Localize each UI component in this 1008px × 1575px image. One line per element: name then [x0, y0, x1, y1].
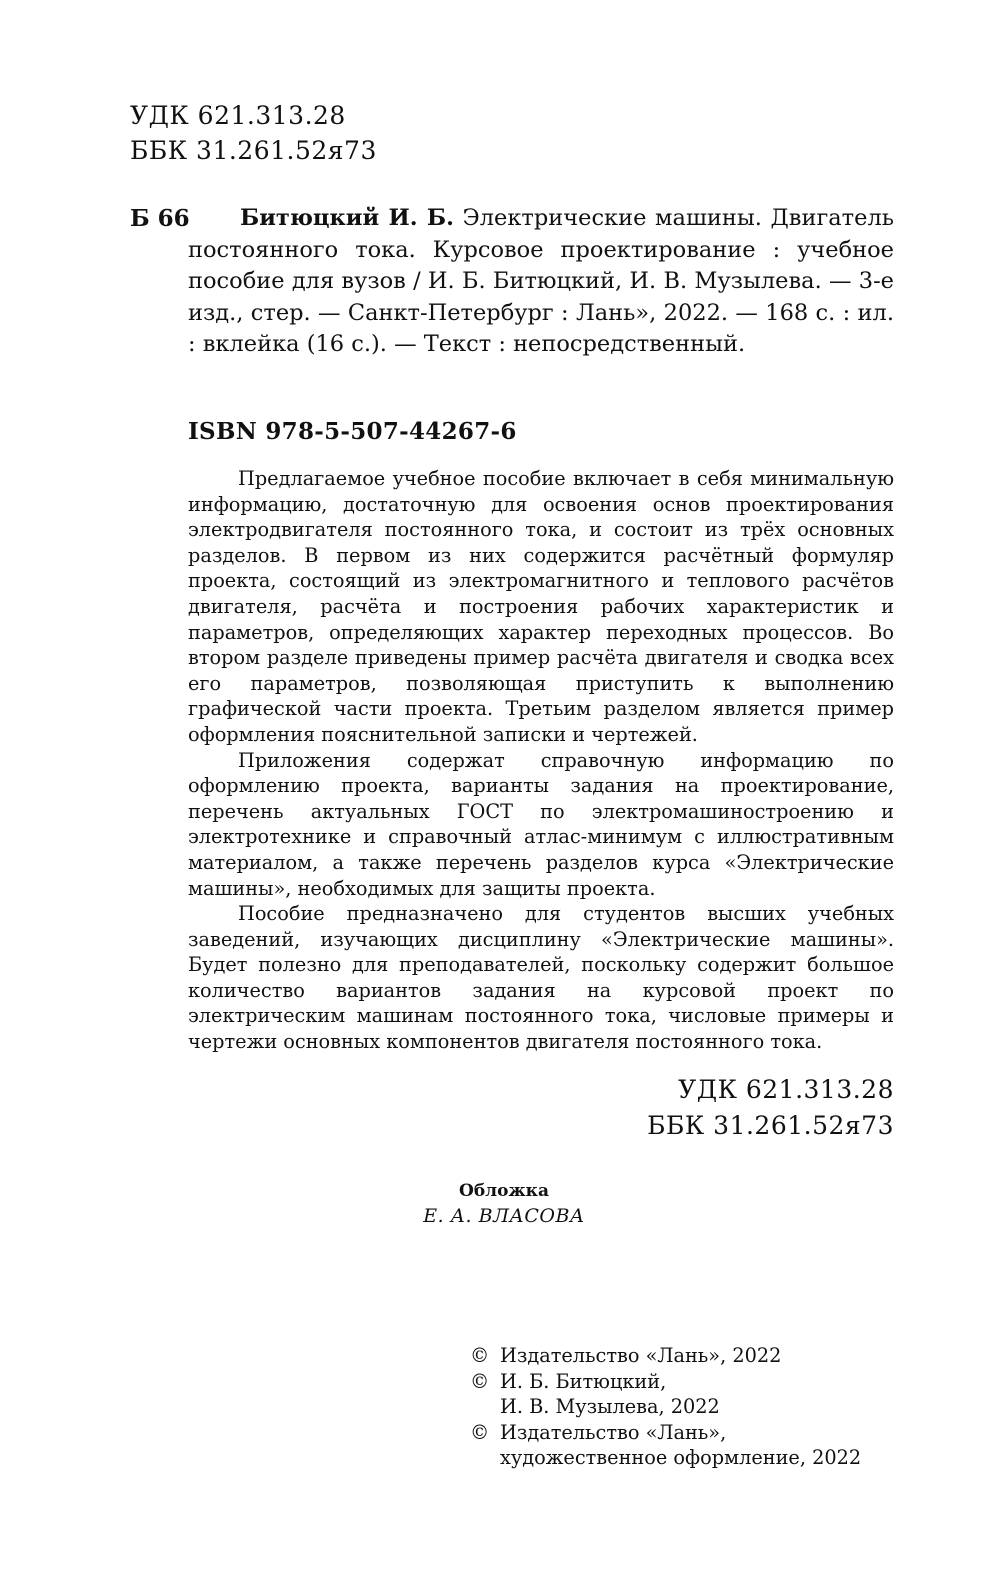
copyright-text: Издательство «Лань», 2022	[500, 1344, 782, 1367]
bbk-code: ББК 31.261.52я73	[647, 1111, 894, 1140]
udk-code: УДК 621.313.28	[678, 1075, 894, 1104]
cover-designer: Е. А. ВЛАСОВА	[423, 1205, 585, 1227]
entry-description: Электрические машины. Двигатель постоянного тока. Курсовое проектирование : учебное пособие для вузов / И. Б. Битюцкий, И. В. Музылева. — 3-е изд., стер. — Санкт-Петербург : Лань», 2022. — 168 с. : ил. : вклейка (16 с.). — Текст : непосредственный.	[188, 205, 894, 357]
udk-code: УДК 621.313.28	[130, 101, 346, 130]
bibliographic-entry	[188, 203, 894, 361]
copyright-icon: ©	[470, 1369, 490, 1393]
copyright-line	[470, 1420, 910, 1471]
copyright-text: И. В. Музылева, 2022	[500, 1395, 720, 1418]
abstract	[188, 466, 894, 1055]
copyright-text: художественное оформление, 2022	[500, 1446, 862, 1469]
abstract-paragraph: Предлагаемое учебное пособие включает в себя минимальную информацию, достаточную для освоения основ проектирования электродвигателя постоянного тока, и состоит из трёх основных разделов. В первом из них содержится расчётный формуляр проекта, состоящий из электромагнитного и теплового расчётов двигателя, расчёта и построения рабочих характеристик и параметров, определяющих характер переходных процессов. Во втором разделе приведены пример расчёта двигателя и сводка всех его параметров, позволяющая приступить к выполнению графической части проекта. Третьим разделом является пример оформления пояснительной записки и чертежей.	[188, 467, 894, 746]
copyright-icon: ©	[470, 1420, 490, 1444]
copyright-text: Издательство «Лань»,	[500, 1420, 727, 1444]
copyright-line	[470, 1369, 910, 1420]
copyright-block	[470, 1343, 910, 1471]
copyright-line	[470, 1343, 910, 1369]
abstract-paragraph: Пособие предназначено для студентов высших учебных заведений, изучающих дисциплину «Электрические машины». Будет полезно для преподавателей, поскольку содержит большое количество вариантов задания на курсовой проект по электрическим машинам постоянного тока, числовые примеры и чертежи основных компонентов двигателя постоянного тока.	[188, 902, 894, 1054]
author-name: Битюцкий И. Б.	[240, 205, 454, 231]
author-sign: Б 66	[130, 205, 190, 232]
isbn: ISBN 978-5-507-44267-6	[188, 418, 517, 445]
bbk-code: ББК 31.261.52я73	[130, 136, 377, 165]
abstract-paragraph: Приложения содержат справочную информацию по оформлению проекта, варианты задания на проектирование, перечень актуальных ГОСТ по электромашиностроению и электротехнике и справочный атлас-минимум с иллюстративным материалом, а также перечень разделов курса «Электрические машины», необходимых для защиты проекта.	[188, 748, 894, 900]
copyright-icon: ©	[470, 1344, 490, 1367]
copyright-text: И. Б. Битюцкий,	[500, 1369, 667, 1393]
cover-label: Обложка	[459, 1181, 549, 1201]
classification-bottom	[600, 1072, 894, 1144]
classification-top	[130, 98, 377, 168]
